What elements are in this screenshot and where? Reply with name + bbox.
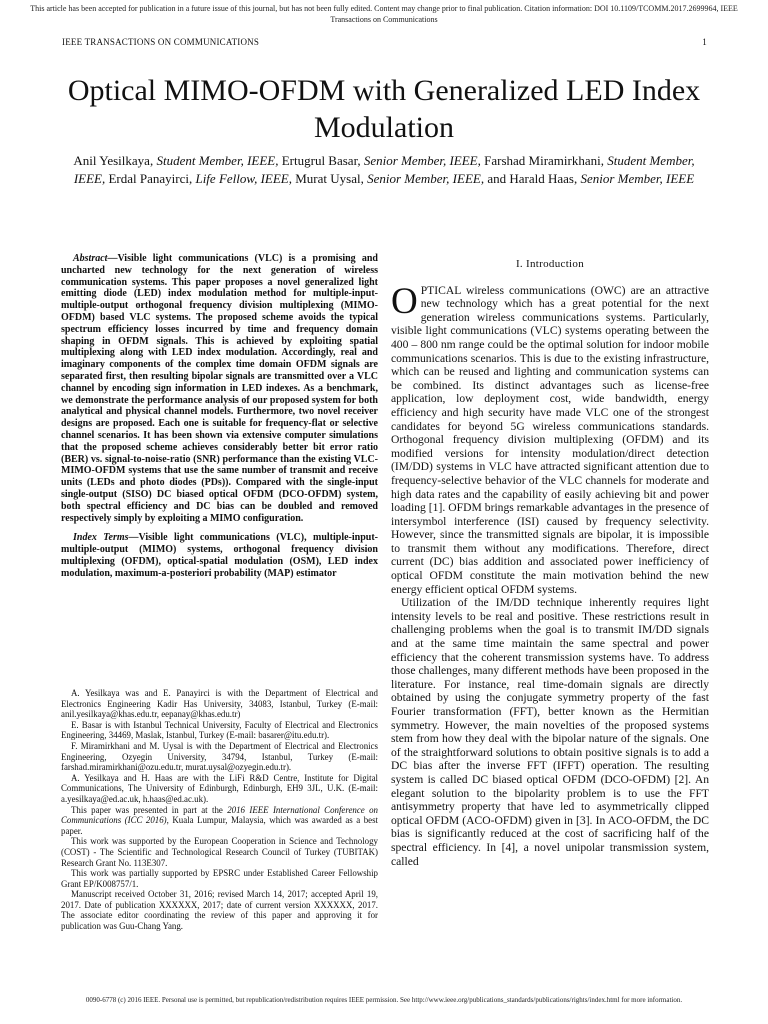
banner-line-1: This article has been accepted for publication in a future issue of this journal, but has not been fully edited. Content may change prior to final publication. Citation information: DOI 10.1109/TCOMM.2017.2699964, IEEE [30, 4, 738, 13]
footnote-presented [61, 805, 378, 837]
paper-title: Optical MIMO-OFDM with Generalized LED Index Modulation [67, 74, 701, 144]
author-role: Senior Member, IEEE, [363, 153, 481, 168]
footnote-manuscript: Manuscript received October 31, 2016; revised March 14, 2017; accepted April 19, 2017. Date of publication XXXXXX, 2017; date of current version XXXXXX, 2017. The associate editor coordinating the review of this paper and approving it for publication was Guu-Chang Yang. [61, 889, 378, 932]
author-list [60, 152, 708, 188]
footnote-affiliation: E. Basar is with Istanbul Technical University, Faculty of Electrical and Electronics Engineering, 34469, Maslak, Istanbul, Turkey (E-mail: basarer@itu.edu.tr). [61, 719, 378, 741]
abstract-label: Abstract [73, 253, 108, 264]
index-terms-text: —Visible light communications (VLC), multiple-input-multiple-output (MIMO) systems, orthogonal frequency division multiplexing (OFDM), optical-spatial modulation (OSM), LED index modulation, maximum-a-posteriori probability (MAP) estimator [61, 532, 378, 579]
acceptance-banner [0, 3, 768, 25]
intro-paragraph-1 [391, 280, 709, 597]
author-role: Student Member, IEEE, [156, 153, 279, 168]
left-column [61, 253, 378, 580]
author-name: Ertugrul Basar, [281, 153, 361, 168]
footnote-funding: This work was supported by the European Cooperation in Science and Technology (COST) - The Scientific and Technological Research Council of Turkey (TUBITAK) Research Grant No. 113E307. [61, 836, 378, 868]
footnote-affiliation: A. Yesilkaya and H. Haas are with the LiFi R&D Centre, Institute for Digital Communications, The University of Edinburgh, Edinburgh, EH9 3JL, U.K. (E-mail: a.yesilkaya@ed.ac.uk, h.haas@ed.ac.uk). [61, 772, 378, 804]
section-heading-introduction: I. Introduction [515, 258, 585, 270]
presented-suffix: , Kuala Lumpur, Malaysia, which was awarded as a best paper. [61, 815, 379, 836]
author-name: Murat Uysal, [295, 171, 364, 186]
banner-line-2: Transactions on Communications [330, 15, 438, 24]
author-role: Student Member, IEEE, [73, 153, 695, 186]
journal-name: IEEE TRANSACTIONS ON COMMUNICATIONS [62, 37, 260, 47]
presented-prefix: This paper was presented in part at the [71, 804, 223, 815]
author-name: Erdal Panayirci, [108, 171, 193, 186]
author-name: Farshad Miramirkhani, [484, 153, 604, 168]
dropcap-letter: O [391, 280, 418, 322]
author-name: Anil Yesilkaya, [73, 153, 154, 168]
author-role: Senior Member, IEEE [580, 171, 695, 186]
index-terms-label: Index Terms [73, 532, 129, 544]
author-name: and Harald Haas, [487, 171, 578, 186]
copyright-footer: 0090-6778 (c) 2016 IEEE. Personal use is permitted, but republication/redistribution requires IEEE permission. See http://www.ieee.org/publications_standards/publications/rights/index.html for more information. [85, 996, 683, 1004]
intro-paragraph-1-text: PTICAL wireless communications (OWC) are an attractive new technology which has a great potential for the next generation wireless communications systems. Particularly, visible light communications (VLC) systems operating between the 400 – 800 nm range could be the optimal solution for indoor mobile communications scenarios. This is due to the existing infrastructure, which can be reused and lighting and communication systems can be combined. Its distinct advantages such as license-free application, low deployment cost, wide bandwidth, energy efficiency and high security have made VLC one of the strongest candidates for beyond 5G wireless communications standards. Orthogonal frequency division multiplexing (OFDM) and its modified versions for intensity modulation/direct detection (IM/DD) systems in VLC have attracted significant attention due to frequency-selective behavior of the VLC channels for moderate and high data rates and the capability of easily achieving bit and power loading [1]. OFDM brings remarkable advantages in the presence of intersymbol interference (ISI) caused by frequency selectivity. However, since the transmitted signals are bipolar, it is impossible to transmit them without any modifications. Therefore, direct current (DC) bias addition and associated power inefficiency of optical OFDM constitute the main motivation behind the new energy efficient optical OFDM systems. [391, 283, 709, 596]
author-role: Life Fellow, IEEE, [195, 171, 292, 186]
page-number: 1 [702, 37, 707, 47]
right-column [391, 258, 709, 868]
author-role: Senior Member, IEEE, [367, 171, 485, 186]
footnote-affiliation: A. Yesilkaya was and E. Panayirci is with the Department of Electrical and Electronics Engineering Kadir Has University, 34083, Istanbul, Turkey (E-mail: anil.yesilkaya@khas.edu.tr, eepanay@khas.edu.tr) [61, 688, 378, 720]
footnotes [61, 688, 378, 932]
footnote-affiliation: F. Miramirkhani and M. Uysal is with the Department of Electrical and Electronics Engineering, Ozyegin University, 34794, Istanbul, Turkey (E-mail: farshad.miramirkhani@ozu.edu.tr, murat.uysal@ozyegin.edu.tr). [61, 740, 378, 773]
footnote-funding: This work was partially supported by EPSRC under Established Career Fellowship Grant EP/K008757/1. [61, 868, 378, 889]
intro-paragraph-2: Utilization of the IM/DD technique inherently requires light intensity levels to be real and positive. These restrictions result in challenging problems when the goal is to transmit IM/DD signals and at the same time maintain the same spectral and power efficiency that the coherent transmission systems have. To address those challenges, many different methods have been proposed in the literature. For instance, real time-domain signals are directly obtained by using the conjugate symmetry property of the fast Fourier transformation (FFT), better known as the Hermitian symmetry. However, the main novelties of the proposed systems stem from how they deal with the bipolar nature of the signals. One of the straightforward solutions to obtain positive signals is to add a DC bias after the inverse FFT (IFFT) operation. The resulting system is called DC biased optical OFDM (DCO-OFDM) [2]. An elegant solution to the bipolarity problem is to use the FFT antisymmetry property that have led to asymmetrically clipped optical OFDM (ACO-OFDM) given in [3]. In ACO-OFDM, the DC bias is significantly reduced at the cost of sacrificing half of the spectral efficiency. In [4], a novel unipolar transmission system, called [391, 596, 709, 868]
abstract-text: —Visible light communications (VLC) is a promising and uncharted new technology for the next generation of wireless communication systems. This paper proposes a novel generalized light emitting diode (LED) index modulation method for multiple-input-multiple-output orthogonal frequency division multiplexing (MIMO-OFDM) based VLC systems. The proposed scheme avoids the typical spectrum efficiency losses incurred by time and frequency domain shaping in OFDM signals. This is achieved by exploiting spatial multiplexing along with LED index modulation. Accordingly, real and imaginary components of the complex time domain OFDM signals are separated first, then resulting bipolar signals are transmitted over a VLC channel by encoding sign information in LED indexes. As a benchmark, we demonstrate the performance analysis of our proposed system for both analytical and physical channel models. Furthermore, two novel receiver designs are proposed. Each one is suitable for frequency-flat or selective channel scenarios. It has been shown via extensive computer simulations that the proposed scheme achieves considerably better bit error ratio (BER) vs. signal-to-noise-ratio (SNR) performance than the existing VLC-MIMO-OFDM systems that use the same number of transmit and receive units (LEDs and photo diodes (PDs)). Compared with the single-input single-output (SISO) DC biased optical OFDM (DCO-OFDM) system, both spectral efficiency and DC bias can be doubled and removed respectively simply by exploiting a MIMO configuration. [61, 253, 378, 524]
index-terms [61, 532, 378, 579]
abstract [61, 253, 378, 524]
running-header [62, 37, 707, 47]
conference-name: 2016 IEEE International Conference on Communications (ICC 2016) [61, 804, 378, 826]
